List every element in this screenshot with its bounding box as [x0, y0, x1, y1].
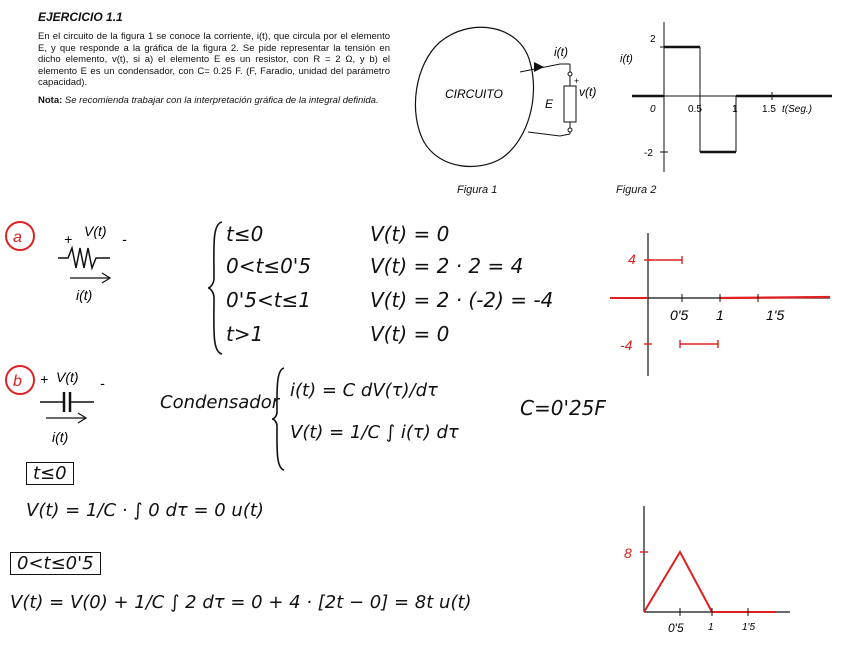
cap-i: i(t) [52, 429, 69, 445]
a-graph-y-pos: 4 [628, 251, 636, 267]
step-1-equation: V(t) = 1/C · ∫ 0 dτ = 0 u(t) [26, 500, 264, 521]
figure1-caption: Figura 1 [457, 184, 498, 196]
a-graph-x2: 1 [716, 307, 724, 323]
note-label: Nota: [38, 95, 63, 106]
fig2-xtick-15: 1.5 [762, 104, 776, 115]
case-4-cond: t>1 [226, 322, 264, 346]
fig2-xlabel: t(Seg.) [782, 104, 813, 115]
case-3-expr: V(t) = 2 · (-2) = -4 [370, 288, 554, 312]
fig2-xtick-1: 1 [732, 104, 738, 115]
part-b-voltage-graph [600, 500, 800, 640]
case-1-cond: t≤0 [226, 222, 264, 246]
cap-plus: + [40, 371, 49, 387]
interval-box-2: 0<t≤0'5 [10, 552, 101, 575]
plus-sign: + [574, 76, 580, 86]
b-graph-x1: 0'5 [668, 621, 684, 635]
step-2-equation: V(t) = V(0) + 1/C ∫ 2 dτ = 0 + 4 · [2t − 0] = 8t u(t) [10, 592, 472, 613]
current-label: i(t) [554, 45, 568, 59]
res-plus: + [64, 231, 73, 247]
case-4-expr: V(t) = 0 [370, 322, 450, 346]
res-i: i(t) [76, 287, 93, 303]
res-minus: - [122, 231, 127, 247]
fig2-ylabel: i(t) [620, 53, 633, 65]
exercise-note [38, 95, 390, 107]
part-a-marker: a [13, 229, 22, 246]
fig2-ytick-neg2: -2 [644, 148, 653, 159]
case-2-cond: 0<t≤0'5 [226, 254, 312, 278]
case-2-expr: V(t) = 2 · 2 = 4 [370, 254, 524, 278]
part-a-voltage-graph [590, 228, 840, 378]
b-graph-x2: 1 [708, 622, 714, 633]
part-a-resistor-sketch [0, 218, 170, 318]
case-3-cond: 0'5<t≤1 [226, 288, 312, 312]
b-graph-x3: 1'5 [742, 622, 756, 633]
circuit-label: CIRCUITO [445, 87, 503, 101]
exercise-title: EJERCICIO 1.1 [38, 10, 123, 24]
equation-current: i(t) = C dV(τ)/dτ [290, 380, 438, 401]
case-1-expr: V(t) = 0 [370, 222, 450, 246]
fig2-ytick-2: 2 [650, 34, 656, 45]
a-graph-y-neg: -4 [620, 337, 633, 353]
figure2-caption: Figura 2 [616, 184, 657, 196]
figure2-graph [612, 12, 848, 182]
cap-v: V(t) [56, 369, 79, 385]
part-a-brace [206, 218, 226, 358]
exercise-statement: En el circuito de la figura 1 se conoce la corriente, i(t), que circula por el elemento E, y que responde a la gráfica de la figura 2. Se pide representar la tensión en dicho elemento, v(t), si a) el elemento E es un resistor, con R = 2 Ω, y b) el elemento E es un condensador, con C= 0.25 F. (F, Faradio, unidad del parámetro capacidad). [38, 31, 390, 88]
part-b-marker: b [13, 373, 22, 390]
part-b-brace [270, 364, 286, 474]
capacitance-value: C=0'25F [520, 396, 606, 420]
interval-box-1: t≤0 [26, 462, 74, 485]
b-graph-y: 8 [624, 545, 632, 561]
cap-minus: - [100, 375, 105, 391]
voltage-label: v(t) [579, 85, 597, 99]
part-b-capacitor-sketch [0, 360, 160, 450]
element-label: E [545, 97, 554, 111]
res-v: V(t) [84, 223, 107, 239]
equation-voltage: V(t) = 1/C ∫ i(τ) dτ [290, 422, 459, 443]
condensador-label: Condensador [160, 392, 280, 413]
a-graph-x1: 0'5 [670, 307, 689, 323]
fig2-xtick-05: 0.5 [688, 104, 702, 115]
a-graph-x3: 1'5 [766, 307, 785, 323]
figure1-circuit [410, 12, 610, 172]
fig2-xtick-0: 0 [650, 104, 656, 115]
note-text: Se recomienda trabajar con la interpretación gráfica de la integral definida. [64, 95, 379, 106]
